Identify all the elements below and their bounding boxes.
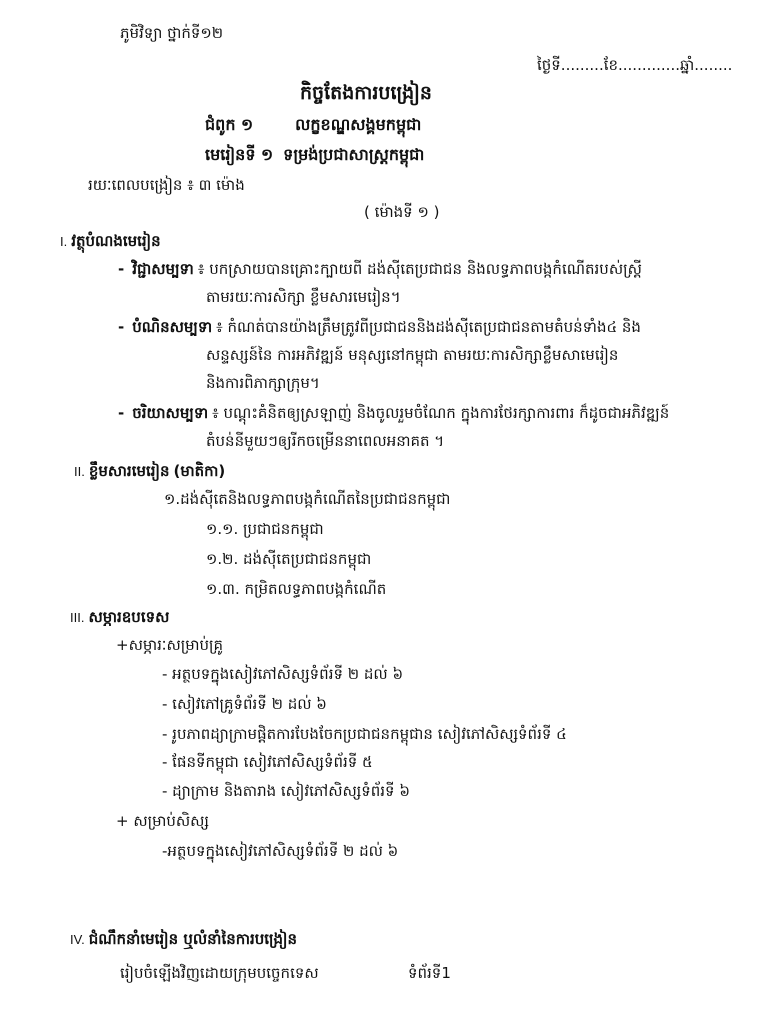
objective-label: បំណិនសម្បទា	[132, 318, 213, 336]
footer-page-number: ទំព័រទី1	[408, 964, 451, 982]
objective-dash: -	[118, 260, 125, 278]
objective-knowledge-cont: តាមរយៈការសិក្សា ខ្លឹមសារមេរៀន។	[206, 288, 401, 306]
section-4-title: ជំណឹកនាំមេរៀន ឬលំនាំនៃការបង្រៀន	[88, 930, 298, 948]
section-3-number: III.	[70, 610, 85, 625]
teacher-material-item: - សៀវភៅគ្រូទំព័រទី ២ ដល់ ៦	[162, 695, 327, 713]
chapter-line	[205, 114, 421, 136]
section-1-heading	[60, 230, 161, 253]
content-subtopic: ១.២. ដង់ស៊ីតេប្រជាជនកម្ពុជា	[206, 550, 372, 568]
teacher-materials-heading: +សម្ភារៈសម្រាប់គ្រូ	[116, 636, 224, 654]
content-main-topic: ១.ដង់ស៊ីតេនិងលទ្ធភាពបង្កកំណើតនៃប្រជាជនកម្ពុជា	[164, 490, 451, 508]
page-title: កិច្ចតែងការបង្រៀន	[300, 82, 432, 104]
subject-grade: ភូមិវិទ្យា ថ្នាក់ទី១២	[120, 24, 224, 42]
teacher-material-item: - អត្ថបទក្នុងសៀវភៅសិស្សទំព័រទី ២ ដល់ ៦	[162, 665, 404, 683]
section-1-title: វត្ថុបំណងមេរៀន	[71, 232, 161, 250]
section-2-note: (មាតិកា)	[173, 462, 226, 480]
lesson-line	[205, 144, 424, 166]
objective-text: ៖ បណ្តុះគំនិតឲ្យស្រឡាញ់ និងចូលរួមចំណែក ក្នុងការថែរក្សាការពារ ក៏ដូចជាអភិវឌ្ឍន៍	[212, 404, 670, 422]
lesson-label: មេរៀនទី ១	[205, 145, 274, 164]
section-3-title: សម្ភារឧបទេស	[88, 608, 170, 626]
objective-attitude	[118, 402, 669, 424]
section-4-heading	[70, 928, 297, 951]
objective-dash: -	[118, 318, 125, 336]
section-2-title: ខ្លឹមសារមេរៀន	[88, 462, 170, 480]
objective-attitude-cont: តំបន់នីមួយៗឲ្យរីកចម្រើននាពេលអនាគត ។	[206, 432, 445, 450]
objective-knowledge	[118, 258, 642, 280]
duration: រយៈពេលបង្រៀន ៖ ៣ ម៉ោង	[88, 176, 245, 194]
footer-prepared-by: រៀបចំឡើងវិញដោយក្រុមបច្ចេកទេស	[120, 964, 319, 982]
objective-text: ៖ កំណត់បានយ៉ាងត្រឹមត្រូវពីប្រជាជននិងដង់ស៊ីតេប្រជាជនតាមតំបន់ទាំង៤ និង	[216, 318, 641, 336]
chapter-label: ជំពូក ១	[205, 115, 254, 134]
content-subtopic: ១.៣. កម្រិតលទ្ធភាពបង្កកំណើត	[206, 580, 387, 598]
objective-label: វិជ្ជាសម្បទា	[132, 260, 194, 278]
teacher-material-item: - ផែនទីកម្ពុជា សៀវភៅសិស្សទំព័រទី ៥	[162, 753, 373, 771]
section-4-number: IV.	[70, 932, 85, 947]
lesson-name: ទម្រង់ប្រជាសាស្ត្រកម្ពុជា	[283, 145, 425, 164]
objective-skills-cont-2: និងការពិភាក្សាក្រុម។	[206, 374, 320, 392]
date-line: ថ្ងៃទី.........ខែ.............ឆ្នាំ........	[537, 56, 733, 74]
objective-skills	[118, 316, 641, 338]
section-2-number: II.	[74, 464, 85, 479]
section-2-heading	[74, 460, 225, 483]
student-materials-heading: + សម្រាប់សិស្ស	[116, 812, 209, 830]
objective-text: ៖ បកស្រាយបានគ្រោះក្បាយពី ដង់ស៊ីតេប្រជាជន និងលទ្ធភាពបង្កកំណើតរបស់ស្ត្រី	[197, 260, 642, 278]
content-subtopic: ១.១. ប្រជាជនកម្ពុជា	[206, 520, 324, 538]
objective-label: ចរិយាសម្បទា	[132, 404, 209, 422]
section-1-number: I.	[60, 234, 68, 249]
section-3-heading	[70, 606, 169, 629]
teacher-material-item: - រូបភាពដ្យាក្រាមផ្តិតការបែងចែកប្រជាជនកម្ពុជាន សៀវភៅសិស្សទំព័រទី ៤	[162, 725, 567, 743]
student-material-item: -អត្ថបទក្នុងសៀវភៅសិស្សទំព័រទី ២ ដល់ ៦	[162, 842, 399, 860]
session-label: ( ម៉ោងទី ១ )	[364, 203, 440, 221]
teacher-material-item: - ដ្យាក្រាម និងតារាង សៀវភៅសិស្សទំព័រទី ៦	[162, 782, 410, 800]
chapter-name: លក្ខខណ្ឌសង្គមកម្ពុជា	[295, 115, 422, 134]
objective-dash: -	[118, 404, 125, 422]
objective-skills-cont: សន្ទស្សន៍នៃ ការអភិវឌ្ឍន៍ មនុស្សនៅកម្ពុជា តាមរយៈការសិក្សាខ្លឹមសាមេរៀន	[206, 346, 619, 364]
